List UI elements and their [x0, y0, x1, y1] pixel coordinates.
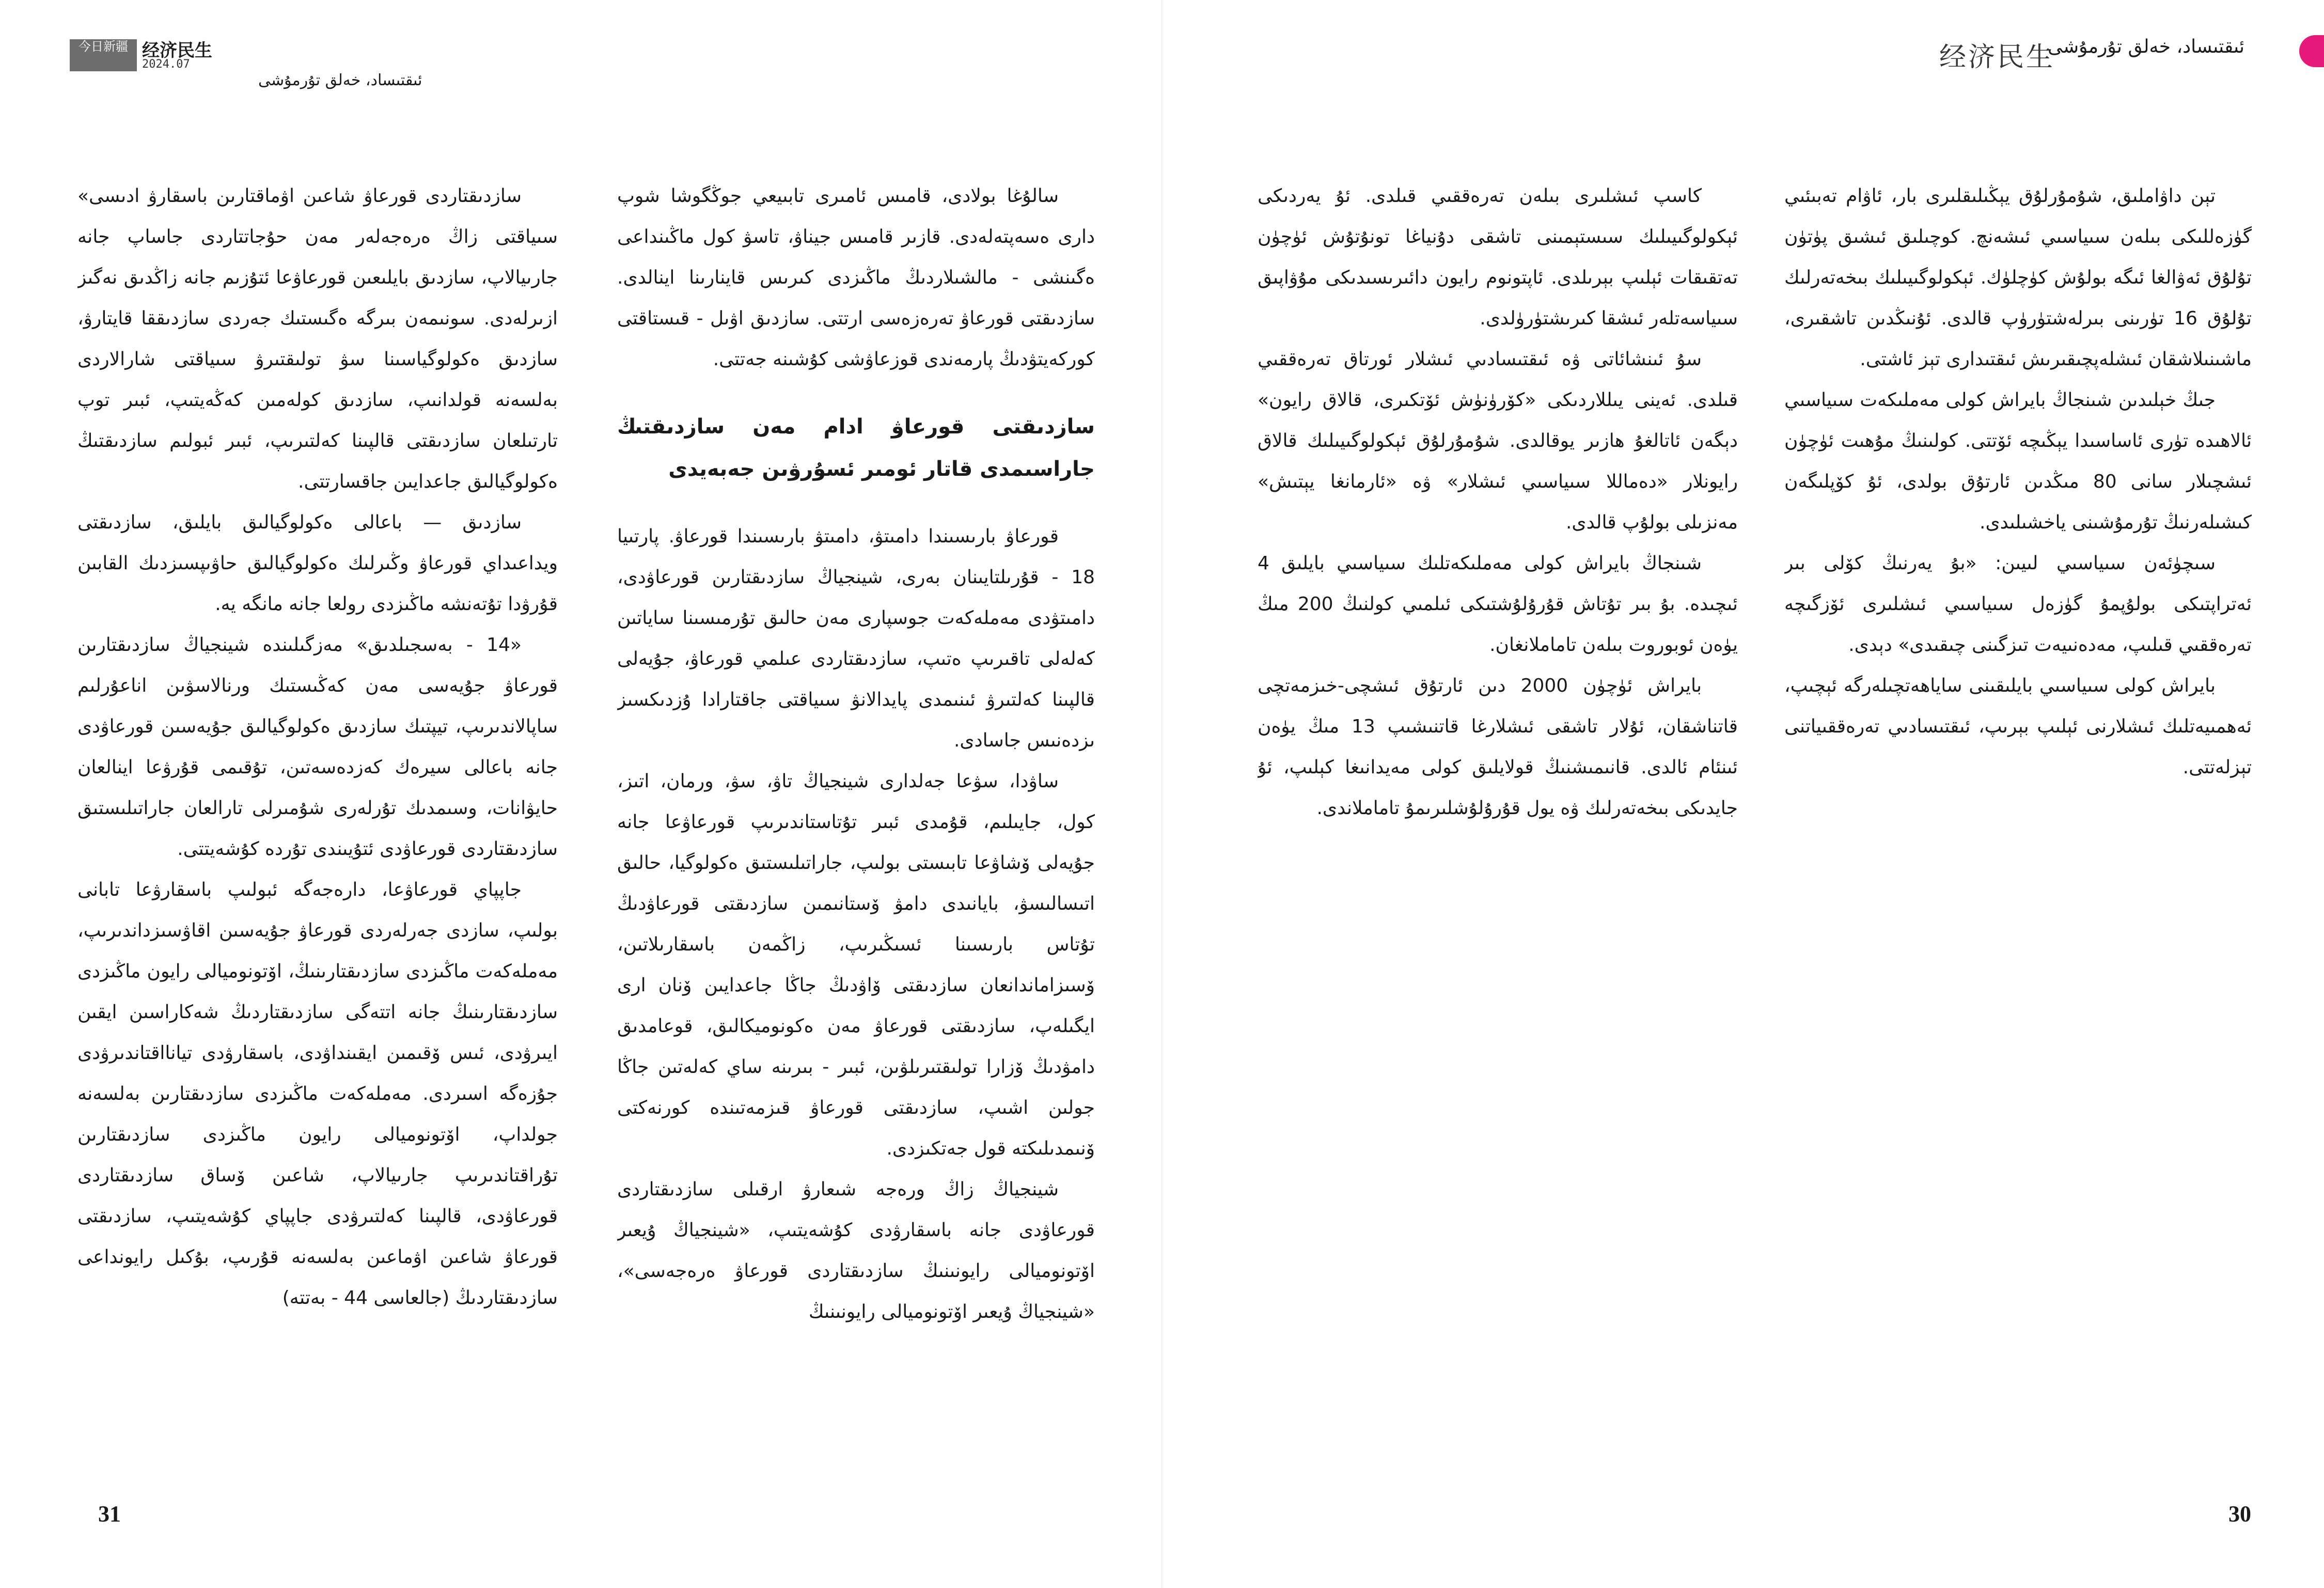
paragraph: سازدىق — باعالى ەكولوگيالىق بايلىق، سازدىقتى ويداعىداي قورعاۋ وڭىرلىك ەكولوگيالىق حاۋىپسىزدىك القابىن قۇرۋدا تۇتەنشە ماڭىزدى رولعا جانە مانگه يه.	[77, 512, 558, 615]
section-tab-marker	[2299, 35, 2324, 67]
page-number-left: 31	[98, 1501, 121, 1527]
paragraph: «14 - بەسجىلدىق» مەزگىلىندە شينجياڭ سازدىقتارىن قورعاۋ جۇيەسى مەن كەڭىستىك ورنالاسۋىن اناعۇرلىم ساپالاندىرىپ، تيپتىك سازدىق ەكولوگيالىق جۇيەسىن قورعاۋدى جانە باعالى سيرەك كەزدەسەتىن، تۇقىمى قۇرۋعا اينالعان حايۋانات، وسىمدىك تۇرلەرى شۇمىرلى تارالعان جاراتىلىستىق سازدىقتاردى قورعاۋدى ئتۇيىندى تۇردە كۇشەيتتى.	[77, 634, 558, 860]
page-number-right: 30	[2228, 1501, 2251, 1527]
right-column-title-cn: 经济民生	[1939, 42, 2055, 73]
paragraph: سۇ ئىنشائاتى ۋە ئىقتىسادىي ئىشلار ئورتاق تەرەققىي قىلدى. ئەينى يىللاردىكى «كۆرۈنۈش ئۆتكىرى، قالاق رايون» دېگەن ئاتالغۇ ھازىر يوقالدى. شۇمۇرلۇق ئېكولوگىيىلىك قالاق رايونلار «دەماللا سىياسىي ئىشلار» ۋە «ئارمانغا يېتىش» مەنزىلى بولۇپ قالدى.	[1258, 349, 1738, 533]
column-title-cn: 经济民生	[142, 40, 212, 61]
paragraph: كاسپ ئىشلىرى بىلەن تەرەققىي قىلدى. ئۇ يەردىكى ئېكولوگىيىلىك سىستېمىنى تاشقى دۇنياغا تونۇتۇش ئۈچۈن تەتقىقات ئېلىپ بېرىلدى. ئاپتونوم رايون دائىرىسىدىكى مۇۋاپىق سىياسەتلەر ئىشقا كىرىشتۈرۈلدى.	[1258, 185, 1738, 329]
magazine-logo: 今日新疆	[70, 39, 137, 71]
issue-date: 2024.07	[142, 58, 190, 71]
paragraph: قورعاۋ بارىسىندا دامىتۋ، دامىتۋ بارىسىندا قورعاۋ. پارتىيا 18 - قۇرىلتايىنان بەرى، شينجياڭ سازدىقتارىن قورعاۋدى، دامىتۋدى مەملەكەت جوسپارى مەن حالىق تۇرمىسىنا ساياتىن كەلەلى تاقىرىپ ەتىپ، سازدىقتاردى عىلمي قورعاۋ، جۇيەلى قالپىنا كەلتىرۋ ئىنىمدى پايدالانۋ سىياقتى جاقتارادا ۇزدىكسىز ىزدەنىس جاسادى.	[617, 526, 1095, 751]
paragraph: سازدىقتاردى قورعاۋ شاعىن اۋماقتارىن باسقارۋ ادىسى» سىياقتى زاڭ ەرەجەلەر مەن حۇجاتتاردى جاساپ جانە جارىيالاپ، سازدىق بايلىعىن قورعاۋعا ئتۇزىم جانە زاڭدىق نەگىز ازىرلەدى. سونىمەن بىرگە ەگىستىك جەردى سازدىققا قايتارۋ، سازدىق ەكولوگياسىنا سۋ تولىقتىرۋ سىياقتى شارالاردى بەلسەنە قولدانىپ، سازدىق كولەمىن كەڭەيتىپ، ئبىر توپ تارتىلعان سازدىقتى قالپىنا كەلتىرىپ، ئبىر ئبولىم سازدىقتىڭ ەكولوگيالىق جاعدايىن جاقسارتتى.	[77, 185, 558, 492]
paragraph: تېن داۋاملىق، شۇمۇرلۇق يېڭىلىقلىرى بار، ئاۋام تەبىئىي گۈزەللىكى بىلەن سىياسىي ئىشەنچ. كوچىلىق ئىشىق پۈتۈن تۇلۇق ئەۋالغا ئىگە بولۇش كۈچلۈك. ئېكولوگىيىلىك بىخەتەرلىك تۇلۇق 16 تۈرىنى بىرلەشتۈرۈپ قالدى. ئۇنىڭدىن تاشقىرى، ماشىنىلاشقان ئىشلەپچىقىرىش ئىقتىدارى تېز ئاشتى.	[1784, 185, 2252, 370]
paragraph: بايراش ئۈچۈن 2000 دىن ئارتۇق ئىشچى-خىزمەتچى قاتناشقان، ئۇلار تاشقى ئىشلارغا قاتنىشىپ 13 مىڭ يۈەن ئىنئام ئالدى. قانىمىشنىڭ قولايلىق كولى مەيدانىغا كېلىپ، ئۇ جايدىكى بىخەتەرلىك ۋە يول قۇرۇلۇشلىرىمۇ تاماملاندى.	[1258, 675, 1738, 819]
page-gutter	[1161, 0, 1164, 1588]
paragraph: جاپپاي قورعاۋعا، دارەجەگە ئبولىپ باسقارۋعا تابانى بولىپ، سازدى جەرلەردى قورعاۋ جۇيەسىن اقاۋسىزداندىرىپ، مەملەكەت ماڭىزدى سازدىقتارىنىڭ، اۆتونوميالى رايون ماڭىزدى سازدىقتارىنىڭ جانە اتتەگى سازدىقتاردىڭ شەكاراسىن ايقىن ايىرۋدى، ئىس ۆقىمىن ايقىنداۋدى، باسقارۋدى تيانااقتاندىرۋدى جۇزەگە اسىردى. مەملەكەت ماڭىزدى سازدىقتارىن بەلسەنە جولداپ، اۆتونوميالى رايون ماڭىزدى سازدىقتارىن تۇراقتاندىرىپ جارىيالاپ، شاعىن ۆساق سازدىقتاردى قورعاۋدى، قالپىنا كەلتىرۋدى جاپپاي كۇشەيتىپ، سازدىقتى قورعاۋ شاعىن اۋماعىن بەلسەنە قۇرىپ، بۇكىل رايونداعى سازدىقتاردىڭ (جالعاسى 44 - بەتتە)	[77, 879, 558, 1309]
text-column-1	[1784, 176, 2252, 1488]
section-heading: سازدىقتى قورعاۋ ادام مەن سازدىقتىڭ جاراسىمدى قاتار ئومىر ئسۇرۋىن جەبەيدى	[617, 415, 1095, 481]
paragraph: ساۋدا، سۋعا جەلدارى شينجياڭ تاۋ، سۋ، ورمان، اتىز، كول، جايىلىم، قۇمدى ئبىر تۇتاستاندىرىپ قورعاۋعا جانە جۇيەلى ۆشاۋعا تابىستى بولىپ، جاراتىلىستىق ەكولوگيا، حالىق اتىسالىسۋ، بايانىدى دامۋ ۆستانىمىن سازدىقتى قورعاۋدىڭ تۇتاس بارىسىنا ئسىڭىرىپ، زاڭمەن باسقارىلاتىن، ۆسىزاماندانعان سازدىقتى ۆاۋدىڭ جاڭا جاعدايىن ۆنان ارى ايگىلەپ، سازدىقتى قورعاۋ مەن ەكونوميكالىق، قوعامدىق دامۋدىڭ ۆزارا تولىقتىرىلۋىن، ئبىر - بىرىنە ساي كەلەتىن جاڭا جولىن اشىپ، سازدىقتى قورعاۋ قىزمەتىندە كورنەكتى ۆنىمدىلىكتە قول جەتكىزدى.	[617, 771, 1095, 1159]
column-title-ug: ئىقتىساد، خەلق تۇرمۇشى	[258, 71, 422, 89]
paragraph: سىچۈئەن سىياسىي لىيىن: «بۇ يەرنىڭ كۆلى بىر ئەتراپتىكى بولۇپمۇ گۈزەل سىياسىي ئىشلىرى ئۆزگىچە تەرەققىي قىلىپ، مەدەنىيەت تىزگىنى چىقىدى» دېدى.	[1784, 553, 2252, 656]
paragraph: شىنجاڭ بايراش كولى مەملىكەتلىك سىياسىي بايلىق 4 ئىچىدە. بۇ بىر تۇتاش قۇرۇلۇشتىكى ئىلمىي كولنىڭ 200 مىڭ يۈەن ئوبوروت بىلەن تاماملانغان.	[1258, 553, 1738, 656]
text-column-3	[617, 176, 1095, 1488]
text-column-4	[77, 176, 558, 1488]
paragraph: شينجياڭ زاڭ ورەجە شىعارۋ ارقىلى سازدىقتاردى قورعاۋدى جانە باسقارۋدى كۇشەيتىپ، «شينجياڭ ۇيعىر اۆتونوميالى رايونىنىڭ سازدىقتاردى قورعاۋ ەرەجەسى»، «شينجياڭ ۇيعىر اۆتونوميالى رايونىنىڭ	[617, 1179, 1095, 1322]
right-column-title-ug: ئىقتىساد، خەلق تۇرمۇشى	[2048, 36, 2245, 57]
paragraph: سالۇغا بولادى، قامىس ئامىرى تابىيعي جوڭگوشا شوپ دارى ەسەپتەلەدى. قازىر قامىس جيناۋ، تاسۋ كول ماڭىنداعى ەگىنشى - مالشىلاردىڭ ماڭىزدى كىرىس قاينارىنا اينالدى. سازدىقتى قورعاۋ تەرەزەسى ارتتى. سازدىق اۋىل - قىستاقتى كوركەيتۋدىڭ پارمەندى قوزعاۋشى كۇشىنە جەتتى.	[617, 185, 1095, 370]
text-column-2	[1258, 176, 1738, 1488]
paragraph: جىڭ خېلىدىن شىنجاڭ بايراش كولى مەملىكەت سىياسىي ئالاھىدە تۈرى ئاساسىدا يېڭىچە ئۆتتى. كولىنىڭ مۇھىت ئۈچۈن ئىشچىلار سانى 80 مىڭدىن ئارتۇق بولدى، ئۇ كۆپلىگەن كىشىلەرنىڭ تۇرمۇشىنى ياخشىلىدى.	[1784, 390, 2252, 533]
paragraph: بايراش كولى سىياسىي بايلىقىنى ساياھەتچىلەرگە ئېچىپ، ئەھمىيەتلىك ئىشلارنى ئېلىپ بېرىپ، ئىقتىسادىي تەرەققىياتنى تېزلەتتى.	[1784, 675, 2252, 778]
